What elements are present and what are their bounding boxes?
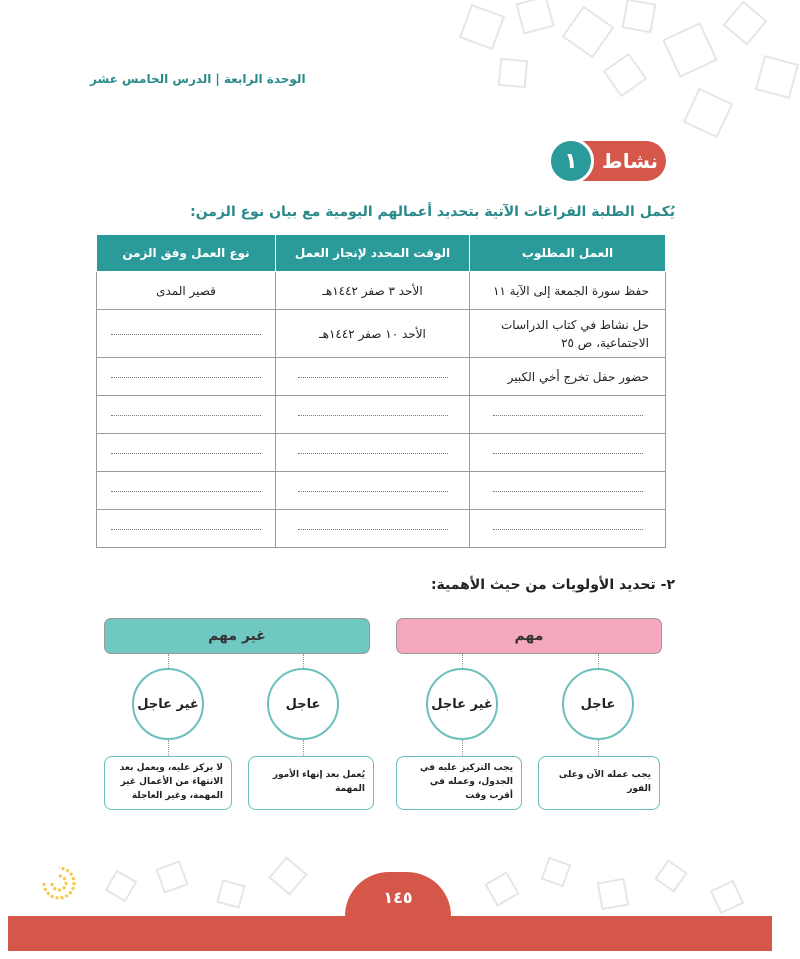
- table-row: [97, 310, 666, 358]
- blank-cell[interactable]: [97, 434, 276, 472]
- activity-number: ١: [548, 138, 594, 184]
- table-row: [97, 434, 666, 472]
- table-cell: حضور حفل تخرج أخي الكبير: [470, 358, 666, 396]
- connector-line: [168, 654, 169, 668]
- table-cell: الأحد ٣ صفر ١٤٤٢هـ: [276, 272, 470, 310]
- blank-cell[interactable]: [276, 434, 470, 472]
- table-header-time: الوقت المحدد لإنجاز العمل: [276, 235, 470, 272]
- page-header: الوحدة الرابعة|الدرس الخامس عشر: [90, 72, 306, 86]
- table-header-task: العمل المطلوب: [470, 235, 666, 272]
- blank-cell[interactable]: [276, 472, 470, 510]
- table-cell: الأحد ١٠ صفر ١٤٤٢هـ: [276, 310, 470, 358]
- table-row: [97, 272, 666, 310]
- tasks-table: [96, 234, 666, 548]
- header-unit: الوحدة الرابعة: [223, 72, 306, 86]
- table-row: [97, 358, 666, 396]
- not-urgent-not-important-circle: غير عاجل: [132, 668, 204, 740]
- blank-cell[interactable]: [97, 472, 276, 510]
- section-priorities-title: ٢- تحديد الأولويات من حيث الأهمية:: [430, 577, 675, 593]
- table-header-type: نوع العمل وفق الزمن: [97, 235, 276, 272]
- urgent-important-circle: عاجل: [562, 668, 634, 740]
- desc-not-urgent-not-important: لا يركز عليه، ويعمل بعد الانتهاء من الأعمال غير المهمة، وغير العاجلة: [104, 756, 232, 810]
- activity-label: نشاط: [578, 141, 666, 181]
- connector-line: [168, 740, 169, 756]
- blank-cell[interactable]: [470, 472, 666, 510]
- desc-urgent-important: يجب عمله الآن وعلى الفور: [538, 756, 660, 810]
- blank-cell[interactable]: [470, 510, 666, 548]
- header-lesson: الدرس الخامس عشر: [90, 72, 212, 86]
- blank-cell[interactable]: [276, 510, 470, 548]
- table-cell: حل نشاط في كتاب الدراسات الاجتماعية، ص ٢٥: [470, 310, 666, 358]
- connector-line: [303, 654, 304, 668]
- table-cell: حفظ سورة الجمعة إلى الآية ١١: [470, 272, 666, 310]
- not-urgent-important-circle: غير عاجل: [426, 668, 498, 740]
- table-cell: قصير المدى: [97, 272, 276, 310]
- desc-urgent-not-important: يُعمل بعد إنهاء الأمور المهمة: [248, 756, 374, 810]
- activity-badge: [548, 138, 666, 184]
- blank-cell[interactable]: [470, 396, 666, 434]
- desc-not-urgent-important: يجب التركيز عليه في الجدول، وعمله في أقرب وقت: [396, 756, 522, 810]
- logo-icon: [34, 858, 84, 908]
- connector-line: [462, 654, 463, 668]
- blank-cell[interactable]: [276, 358, 470, 396]
- connector-line: [598, 654, 599, 668]
- footer-band: [0, 916, 800, 959]
- not-important-bar: غير مهم: [104, 618, 370, 654]
- blank-cell[interactable]: [470, 434, 666, 472]
- page-number: ١٤٥: [345, 872, 451, 916]
- table-row: [97, 510, 666, 548]
- blank-cell[interactable]: [97, 358, 276, 396]
- activity-instruction: يُكمل الطلبة الفراغات الآتية بتحديد أعمالهم اليومية مع بيان نوع الزمن:: [190, 204, 675, 220]
- blank-cell[interactable]: [97, 510, 276, 548]
- table-row: [97, 472, 666, 510]
- blank-cell[interactable]: [97, 310, 276, 358]
- decorative-pattern-top: [420, 0, 800, 150]
- table-header-row: [97, 235, 666, 272]
- urgent-not-important-circle: عاجل: [267, 668, 339, 740]
- connector-line: [303, 740, 304, 756]
- important-bar: مهم: [396, 618, 662, 654]
- table-row: [97, 396, 666, 434]
- connector-line: [462, 740, 463, 756]
- blank-cell[interactable]: [276, 396, 470, 434]
- blank-cell[interactable]: [97, 396, 276, 434]
- connector-line: [598, 740, 599, 756]
